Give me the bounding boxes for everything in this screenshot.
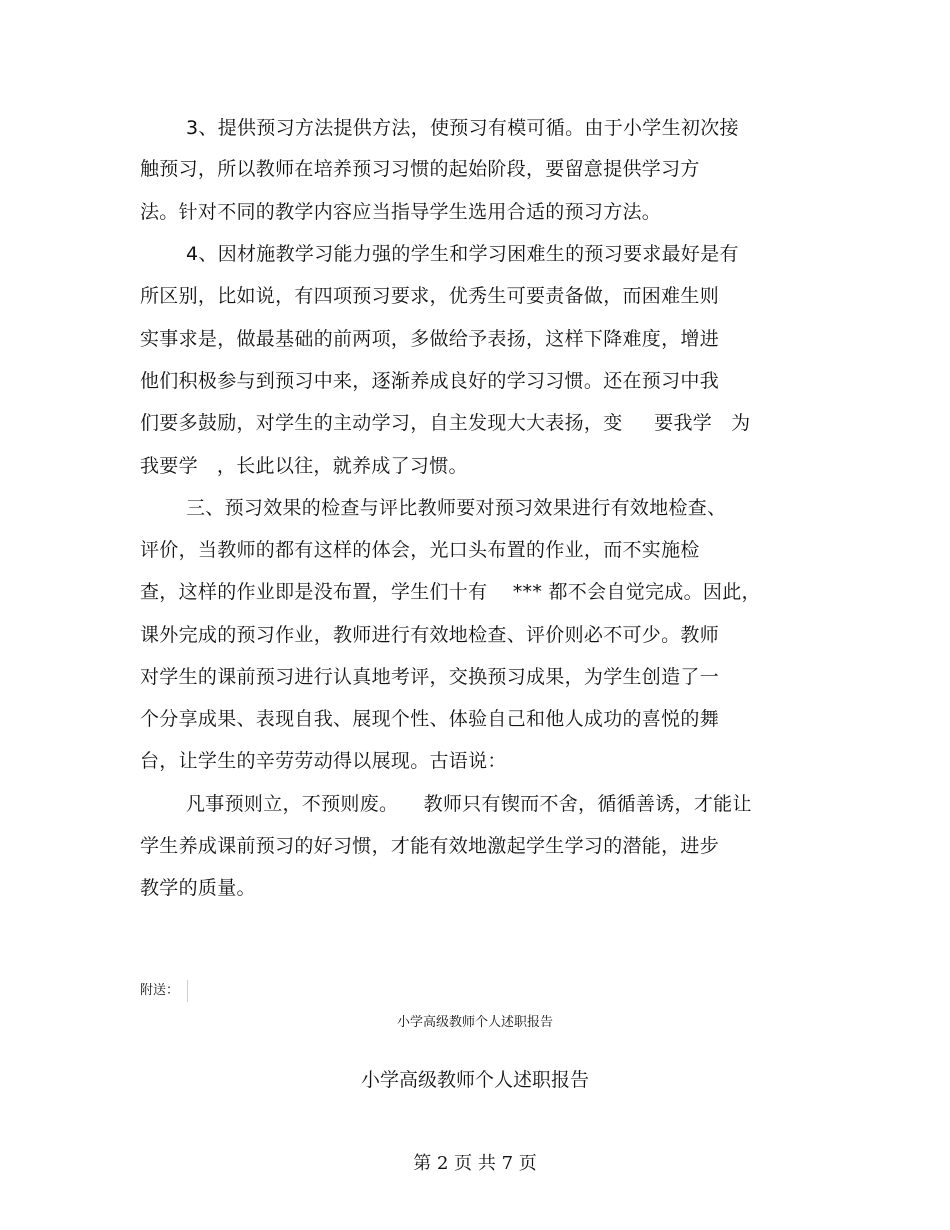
paragraph-line: 教学的质量。: [140, 877, 256, 899]
paragraph-line: 台，让学生的辛劳劳动得以展现。古语说：: [140, 750, 507, 772]
paragraph-line: 他们积极参与到预习中来，逐渐养成良好的学习习惯。还在预习中我: [140, 370, 720, 392]
paragraph-line: 查，这样的作业即是没布置，学生们十有 *** 都不会自觉完成。因此，: [140, 581, 761, 603]
appendix-title: 小学高级教师个人述职报告: [360, 1069, 589, 1091]
paragraph-line: 触预习，所以教师在培养预习习惯的起始阶段，要留意提供学习方: [140, 158, 700, 180]
page-number-footer: 第 2 页 共 7 页: [413, 1153, 537, 1174]
paragraph-line: 4、因材施教学习能力强的学生和学习困难生的预习要求最好是有: [186, 243, 739, 265]
paragraph-line: 三、预习效果的检查与评比教师要对预习效果进行有效地检查、: [186, 497, 727, 519]
paragraph-line: 学生养成课前预习的好习惯，才能有效地激起学生学习的潜能，进步: [140, 835, 720, 857]
paragraph-line: 我要学 ，长此以往，就养成了习惯。: [140, 455, 468, 477]
paragraph-line: 所区别，比如说，有四项预习要求，优秀生可要责备做，而困难生则: [140, 285, 720, 307]
paragraph-line: 个分享成果、表现自我、展现个性、体验自己和他人成功的喜悦的舞: [140, 708, 720, 730]
paragraph-line: 法。针对不同的教学内容应当指导学生选用合适的预习方法。: [140, 201, 662, 223]
paragraph-line: 3、提供预习方法提供方法，使预习有模可循。由于小学生初次接: [186, 117, 739, 139]
appendix-label: 附送：: [140, 983, 180, 998]
appendix-small-title: 小学高级教师个人述职报告: [396, 1015, 553, 1030]
paragraph-line: 评价，当教师的都有这样的体会，光口头布置的作业，而不实施检: [140, 539, 700, 561]
paragraph-line: 课外完成的预习作业，教师进行有效地检查、评价则必不可少。教师: [140, 624, 720, 646]
paragraph-line: 对学生的课前预习进行认真地考评，交换预习成果，为学生创造了一: [140, 666, 720, 688]
paragraph-line: 实事求是，做最基础的前两项，多做给予表扬，这样下降难度，增进: [140, 328, 720, 350]
paragraph-line: 们要多鼓励，对学生的主动学习，自主发现大大表扬，变 要我学 为: [140, 412, 751, 434]
paragraph-line: 凡事预则立，不预则废。 教师只有锲而不舍，循循善诱，才能让: [186, 793, 752, 815]
appendix-divider: [187, 980, 188, 1002]
